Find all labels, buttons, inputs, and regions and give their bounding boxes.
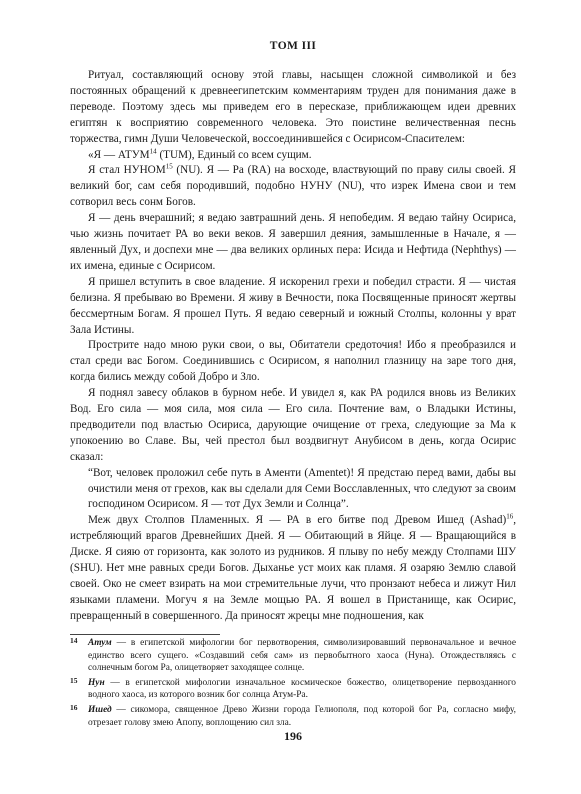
footnote-16 (70, 704, 516, 729)
text-run: , истребляющий врагов Древнейших Дней. Я — Обитающий в Яйце. Я — Вращающийся в Диске. Я сияю от горизонта, как золото из рудников. Я плыву по небу между Столпами ШУ (SHU). Нет мне равных среди Богов. Дыханье уст моих как пламя. Я озаряю Землю славой своей. Око не смеет взирать на мои стремительные лучи, что пронзают небеса и лижут Нил языками пламени. Могуч я на Земле мощью РА. Я вошел в Пристанище, как Осирис, превращенный в совершенного. Да приносят жрецы мне подношения, как (70, 514, 516, 622)
footnotes (70, 637, 516, 731)
book-page (70, 0, 516, 794)
running-header: ТОМ III (269, 40, 317, 52)
footnote-ref-16[interactable]: 16 (506, 512, 514, 521)
text-run: Меж двух Столпов Пламенных. Я — РА в его битве под Древом Ишед (Ashad) (88, 514, 507, 527)
paragraph-intro: Ритуал, составляющий основу этой главы, насыщен сложной символикой и без постоянных обращений к древнеегипетским комментариям труден для понимания даже в переводе. Поэтому здесь мы приведем его в пересказе, приближающем идеи древних египтян к восприятию современного человека. Это поистине величественная песнь торжества, гимн Души Человеческой, воссоединившейся с Осирисом-Спасителем: (70, 69, 516, 145)
paragraph-possession: Я пришел вступить в свое владение. Я искоренил грехи и победил страсти. Я — чистая белизна. Я пребываю во Времени. Я живу в Вечности, пока Посвященные приносят жертвы бессмертным Богам. Я прошел Путь. Я ведаю северный и южный Столпы, колонны у врат Зала Истины. (70, 275, 516, 336)
page-number: 196 (284, 729, 302, 743)
footnote-number: 15 (70, 675, 78, 685)
footnote-ref-14[interactable]: 14 (149, 146, 157, 155)
text-run: (TUM), Единый со всем сущим. (156, 148, 312, 161)
footnote-14 (70, 637, 516, 675)
footnote-text: — сикомора, священное Древо Жизни города Гелиополя, под которой бог Ра, согласно мифу, отрезает голову змею Апопу, воплощению сил зла. (88, 704, 516, 728)
footnote-text: — в египетской мифологии бог первотворения, символизировавший первоначальное и вечное единство всего сущего. «Создавший себя сам» из первобытного хаоса (Нуна). Отождествляясь с солнечным богом Ра, олицетворяет заходящее солнце. (88, 638, 516, 674)
footnote-term: Нун (88, 677, 105, 688)
paragraph-pillars (70, 513, 516, 624)
paragraph-veil: Я поднял завесу облаков в бурном небе. И увидел я, как РА родился вновь из Великих Вод. Его сила — моя сила, моя сила — Его сила. Почтение вам, о Владыки Истины, предводители под властью Осириса, дарующие очищение от греха, следующие за Ма к упокоению во Славе. Вы, чей престол был воздвигнут Анубисом в день, когда Осирис сказал: (70, 387, 516, 463)
block-quote: “Вот, человек проложил себе путь в Аменти (Amentet)! Я предстаю перед вами, дабы вы очистили меня от грехов, как вы сделали для Семи Восславленных, что следуют за своим господином Осирисом. Я — тот Дух Земли и Солнца”. (88, 466, 516, 511)
footnote-number: 16 (70, 702, 78, 712)
footnote-term: Ишед (88, 704, 112, 715)
footnote-term: Атум (88, 638, 112, 648)
footnote-number: 14 (70, 636, 78, 645)
paragraph-hands: Прострите надо мною руки свои, о вы, Обитатели средоточия! Ибо я преобразился и стал среди вас Богом. Соединившись с Осирисом, я наполнил глазницу на заре того дня, когда бились между собой Добро и Зло. (70, 339, 516, 384)
footnote-ref-15[interactable]: 15 (165, 162, 173, 171)
text-run: Я стал НУНОМ (88, 164, 166, 177)
paragraph-atum (70, 148, 516, 164)
text-run: (NU). Я — Ра (RA) на восходе, властвующий по праву силы своей. Я великий бог, сам себя породивший, подобно НУНУ (NU), что изрек Имена свои и тем сотворил весь сонм Богов. (70, 164, 516, 209)
text-run: «Я — АТУМ (88, 148, 150, 161)
main-text (70, 68, 516, 625)
paragraph-yesterday: Я — день вчерашний; я ведаю завтрашний день. Я непобедим. Я ведаю тайну Осириса, чью жизнь почитает РА во веки веков. Я завершил деяния, замышленные в Начале, я — явленный Дух, и доспехи мне — два великих орлиных пера: Исида и Нефтида (Nephthys) — их имена, единые с Осирисом. (70, 212, 516, 272)
footnote-15 (70, 677, 516, 702)
footnote-text: — в египетской мифологии изначальное космическое божество, олицетворение первозданного водного хаоса, из которого возник бог солнца Атум-Ра. (88, 677, 516, 701)
footnote-separator (70, 634, 220, 635)
paragraph-nun (70, 163, 516, 211)
